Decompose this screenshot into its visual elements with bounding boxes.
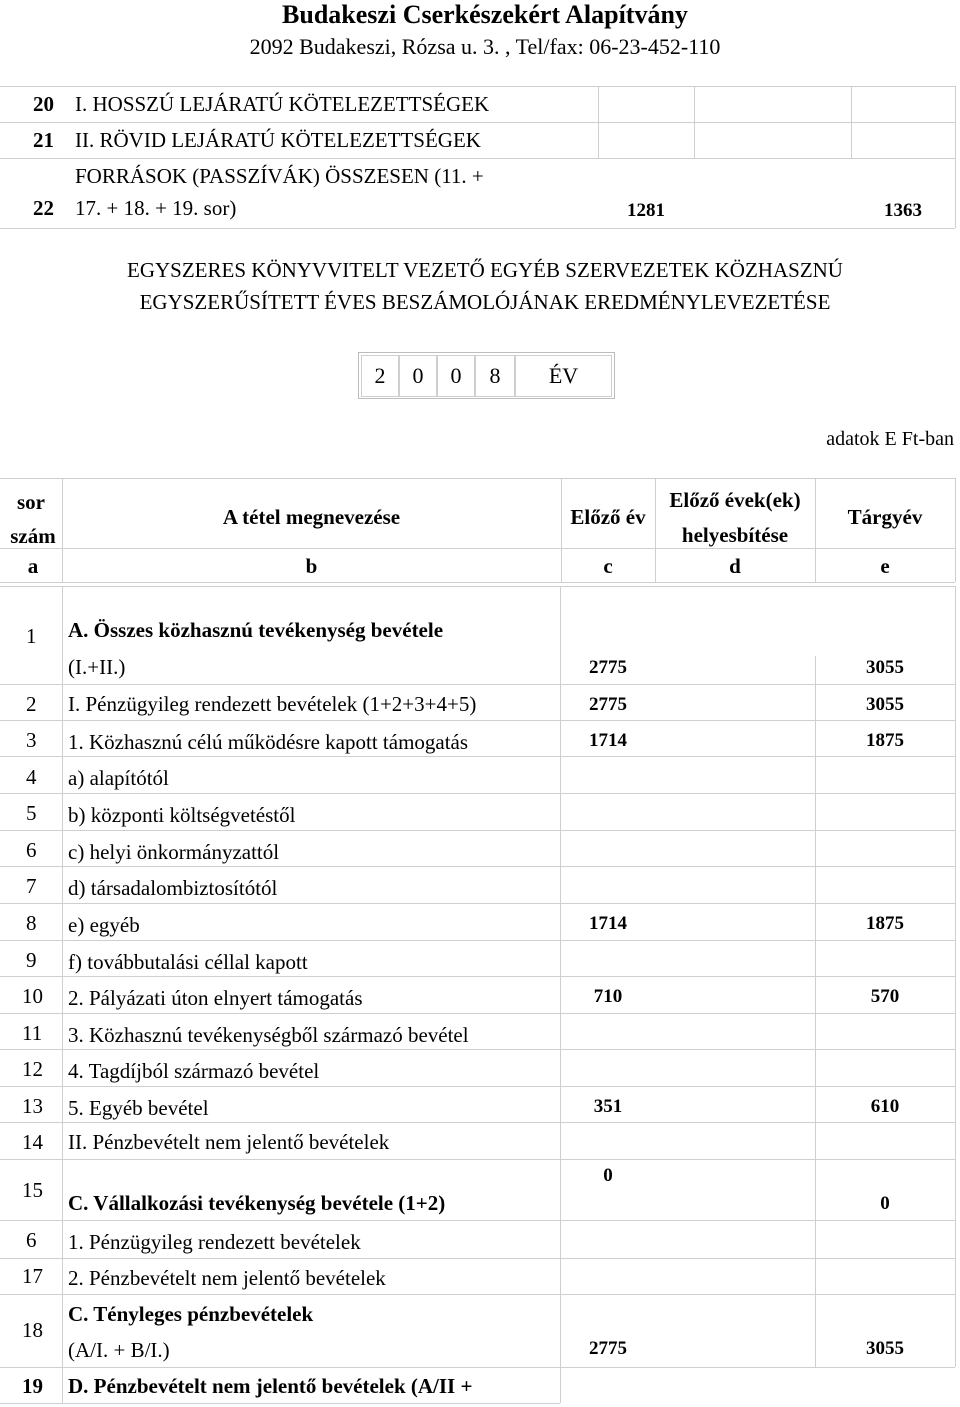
row-label: b) központi költségvetéstől (68, 803, 296, 827)
column-header-sor: sor (17, 490, 45, 514)
column-header-curr: Tárgyév (847, 505, 923, 529)
row-curr-value: 610 (870, 1096, 900, 1117)
row-label: I. Pénzügyileg rendezett bevételek (1+2+3+4+5) (68, 692, 477, 716)
column-header-name: A tétel megnevezése (222, 505, 401, 529)
row-number: 12 (22, 1057, 43, 1081)
row-label: A. Összes közhasznú tevékenység bevétele (68, 618, 444, 642)
report-title-line1: EGYSZERES KÖNYVVITELT VEZETŐ EGYÉB SZERVEZETEK KÖZHASZNÚ (127, 258, 843, 282)
row-label: C. Vállalkozási tevékenység bevétele (1+2) (68, 1191, 446, 1215)
row-number: 2 (26, 692, 37, 716)
row-prev-value: 710 (593, 986, 623, 1007)
row-prev-value: 2775 (589, 1338, 627, 1359)
year-label: ÉV (515, 355, 612, 397)
row-label: D. Pénzbevételt nem jelentő bevételek (A/II + (68, 1374, 473, 1398)
row-number: 1 (26, 624, 37, 648)
column-letter-b: b (305, 554, 318, 578)
unit-note: adatok E Ft-ban (826, 428, 954, 450)
row-number: 6 (26, 838, 37, 862)
column-letter-e: e (880, 554, 890, 578)
balance-row-label: II. RÖVID LEJÁRATÚ KÖTELEZETTSÉGEK (75, 128, 481, 152)
row-label: 2. Pályázati úton elnyert támogatás (68, 986, 363, 1010)
row-number: 18 (22, 1318, 43, 1342)
year-box (358, 352, 615, 399)
report-title-line2: EGYSZERŰSÍTETT ÉVES BESZÁMOLÓJÁNAK EREDMÉNYLEVEZETÉSE (139, 290, 831, 314)
balance-row-label: FORRÁSOK (PASSZÍVÁK) ÖSSZESEN (11. + (75, 164, 484, 188)
column-header-adjustment: Előző évek(ek) (669, 488, 801, 512)
year-digit: 0 (437, 355, 475, 397)
row-label: 4. Tagdíjból származó bevétel (68, 1059, 320, 1083)
column-letter-d: d (729, 554, 741, 578)
row-number: 5 (26, 801, 37, 825)
balance-row-number: 21 (33, 128, 54, 152)
row-label: II. Pénzbevételt nem jelentő bevételek (68, 1130, 390, 1154)
column-header-prev: Előző év (570, 505, 646, 529)
row-number: 11 (22, 1021, 43, 1045)
year-digit: 2 (361, 355, 399, 397)
row-number: 3 (26, 728, 37, 752)
row-label: 1. Közhasznú célú működésre kapott támogatás (68, 730, 469, 754)
row-curr-value: 3055 (866, 657, 904, 678)
row-label: a) alapítótól (68, 766, 169, 790)
row-label: 3. Közhasznú tevékenységből származó bevétel (68, 1023, 469, 1047)
row-curr-value: 3055 (866, 1338, 904, 1359)
row-number: 19 (22, 1374, 43, 1398)
row-curr-value: 570 (870, 986, 900, 1007)
row-curr-value: 1875 (866, 913, 904, 934)
row-label: c) helyi önkormányzattól (68, 840, 280, 864)
column-header-adjustment: helyesbítése (681, 523, 789, 547)
balance-prev-value: 1281 (627, 200, 665, 221)
row-curr-value: 3055 (866, 694, 904, 715)
column-letter-a: a (27, 554, 39, 578)
balance-row-number: 22 (33, 196, 54, 220)
row-prev-value: 2775 (589, 657, 627, 678)
row-prev-value: 1714 (589, 730, 627, 751)
organization-name: Budakeszi Cserkészekért Alapítvány (282, 0, 688, 29)
balance-row-label: I. HOSSZÚ LEJÁRATÚ KÖTELEZETTSÉGEK (75, 92, 490, 116)
row-label: 5. Egyéb bevétel (68, 1096, 209, 1120)
row-number: 13 (22, 1094, 43, 1118)
balance-row-number: 20 (33, 92, 54, 116)
balance-row-label: 17. + 18. + 19. sor) (75, 196, 237, 220)
row-label: 2. Pénzbevételt nem jelentő bevételek (68, 1266, 386, 1290)
row-prev-value: 2775 (589, 694, 627, 715)
column-header-szam: szám (10, 524, 56, 548)
row-label: f) továbbutalási céllal kapott (68, 950, 308, 974)
row-label: C. Tényleges pénzbevételek (68, 1302, 314, 1326)
row-number: 7 (26, 874, 37, 898)
row-curr-value: 0 (880, 1193, 890, 1214)
row-curr-value: 1875 (866, 730, 904, 751)
row-label: e) egyéb (68, 913, 140, 937)
year-digit: 0 (399, 355, 437, 397)
row-prev-value: 0 (603, 1165, 613, 1186)
row-label: 1. Pénzügyileg rendezett bevételek (68, 1230, 361, 1254)
row-number: 6 (26, 1228, 37, 1252)
row-number: 10 (22, 984, 43, 1008)
balance-curr-value: 1363 (884, 200, 922, 221)
row-label: d) társadalombiztosítótól (68, 876, 278, 900)
row-number: 14 (22, 1130, 43, 1154)
row-number: 17 (22, 1264, 43, 1288)
column-letter-c: c (603, 554, 613, 578)
year-digit: 8 (475, 355, 515, 397)
organization-address: 2092 Budakeszi, Rózsa u. 3. , Tel/fax: 06-23-452-110 (249, 34, 721, 59)
row-prev-value: 1714 (589, 913, 627, 934)
row-number: 15 (22, 1178, 43, 1202)
row-number: 4 (26, 765, 37, 789)
row-prev-value: 351 (593, 1096, 623, 1117)
row-label: (I.+II.) (68, 655, 126, 679)
row-number: 9 (26, 948, 37, 972)
row-number: 8 (26, 911, 37, 935)
row-label: (A/I. + B/I.) (68, 1338, 170, 1362)
